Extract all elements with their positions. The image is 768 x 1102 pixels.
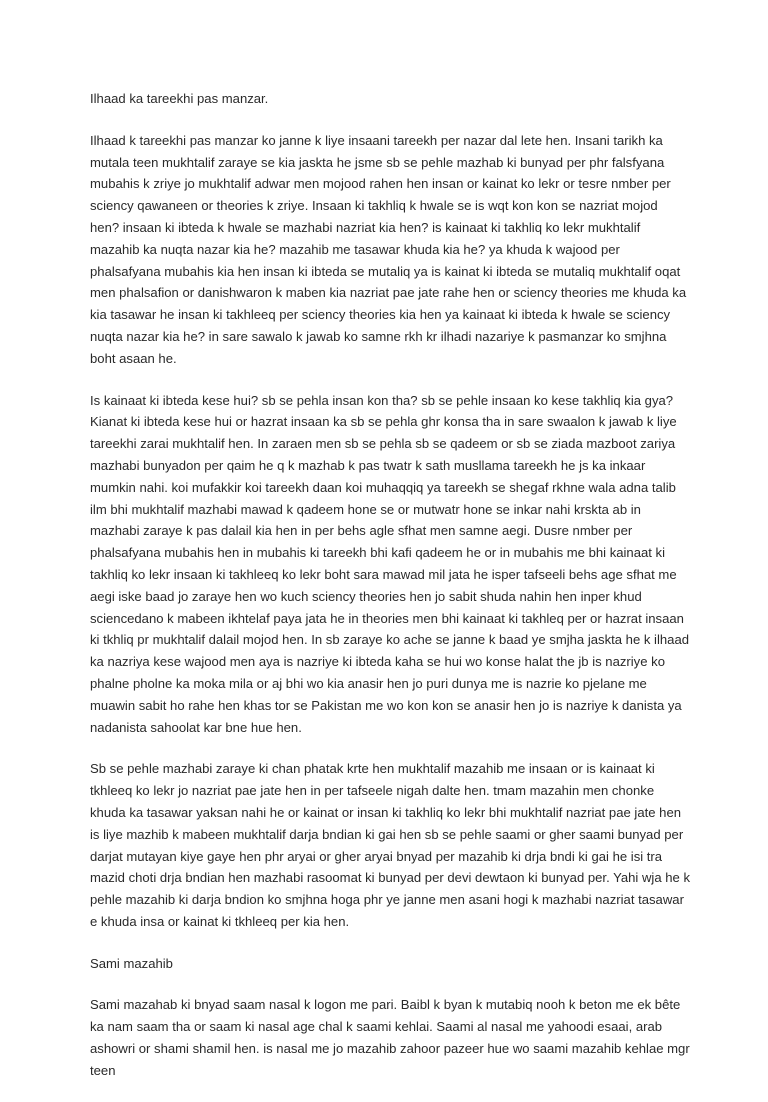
document-body <box>90 88 690 1102</box>
paragraph-origins: Is kainaat ki ibteda kese hui? sb se pehla insan kon tha? sb se pehle insaan ko kese takhliq kia gya? Kianat ki ibteda kese hui or hazrat insaan ka sb se pehla ghr konsa tha in sare swaalon k jawab k liye tareekhi zarai mukhtalif hen. In zaraen men sb se pehla sb se qadeem or sb se ziada mazboot zariya mazhabi bunyadon per qaim he q k mazhab k pas twatr k sath musllama tareekh he js ka inkaar mumkin nahi. koi mufakkir koi tareekh daan koi muhaqqiq ya tareekh se shegaf rkhne wala adna talib ilm bhi mukhtalif mazhabi mawad k qadeem hone se or mutwatr hone se inkar nahi krskta ab in mazhabi zaraye k pas dalail kia hen in per behs agle sfhat men samne aegi. Dusre nmber per phalsafyana mubahis hen in mubahis ki tareekh bhi kafi qadeem he or in mubahis me bhi kainaat ki takhliq ko lekr insaan ki takhleeq ko lekr boht sara mawad mil jata he isper tafseeli behs age sfhat me aegi iske baad jo zaraye hen wo kuch sciency theories hen jo sabit shuda nahin hen inper khud sciencedano k mabeen ikhtelaf paya jata he in theories men bhi kainaat ki takhleq per or hazrat insaan ki tkhliq pr mukhtalif dalail mojod hen. In sb zaraye ko ache se janne k baad ye smjha jaskta he k ilhaad ka nazriya kese wajood men aya is nazriye ki ibteda kaha se hui wo konse halat the jb is nazriye ko phalne pholne ka moka mila or aj bhi wo kia anasir hen jo puri dunya me is nazrie ko pjelane me muawin sabit ho rahe hen khas tor se Pakistan me wo kon kon se anasir hen jo is nazriye k danista ya nadanista sahoolat kar bne hue hen. <box>90 392 690 735</box>
paragraph-intro: Ilhaad k tareekhi pas manzar ko janne k liye insaani tareekh per nazar dal lete hen. Insani tarikh ka mutala teen mukhtalif zaraye se kia jaskta he jsme sb se pehle mazhab ki bunyad per phr falsfyana mubahis k zriye jo mukhtalif adwar men mojood rahen hen insan or kainat ko lekr or tesre nmber per sciency qawaneen or theories k zriye. Insaan ki takhliq k hwale se is wqt kon kon se nazriat mojod hen? insaan ki ibteda k hwale se mazhabi nazriat kia hen? is kainaat ki takhliq ko lekr mukhtalif mazahib ka nuqta nazar kia he? mazahib me tasawar khuda kia he? ya khuda k wajood per phalsafyana mubahis kia hen insan ki ibteda se mutaliq ya is kainat ki ibteda se mutaliq mukhtalif oqat men phalsafion or danishwaron k maben kia nazriat pae jate rahe hen or sciency theories me khuda ka kia tasawar he insan ki takhleeq per sciency theories kia hen ya kainaat ki ibteda k hwale se sciency nuqta nazar kia he? in sare sawalo k jawab ko samne rkh kr ilhadi nazariye k pasmanzar ko smjhna boht asaan he. <box>90 132 687 366</box>
section-heading: Sami mazahib <box>90 955 173 971</box>
section-paragraph: Sami mazahab ki bnyad saam nasal k logon me pari. Baibl k byan k mutabiq nooh k beton me ek bête ka nam saam tha or saam ki nasal age chal k saami kehlai. Saami al nasal me yahoodi esaai, arab ashowri or shami shamil hen. is nasal me jo mazahib zahoor pazeer hue wo saami mazahib kehlae mgr teen <box>90 997 690 1078</box>
document-title: Ilhaad ka tareekhi pas manzar. <box>90 91 269 106</box>
paragraph-religious-sources: Sb se pehle mazhabi zaraye ki chan phatak krte hen mukhtalif mazahib me insaan or is kainaat ki tkhleeq ko lekr jo nazriat pae jate hen in per tafseele nigah dalte hen. tmam mazahin men chonke khuda ka tasawar yaksan nahi he or kainat or insan ki takhliq ko lekr bhi mukhtalif nazriat pae jate hen is liye mazhib k mabeen mukhtalif darja bndian ki gai hen sb se pehle saami or gher saami bunyad per darjat mutayan kiye gaye hen phr aryai or gher aryai bnyad per mazahib ki drja bndi ki gai he isi tra mazid choti drja bndian hen mazhabi rasoomat ki bunyad per devi dewtaon ki bunyad per. Yahi wja he k pehle mazahib ki darja bndion ko smjhna hoga phr ye janne men asani hogi k mazhabi nazriat tasawar e khuda insa or kainat ki tkhleeq per kia hen. <box>90 761 691 929</box>
